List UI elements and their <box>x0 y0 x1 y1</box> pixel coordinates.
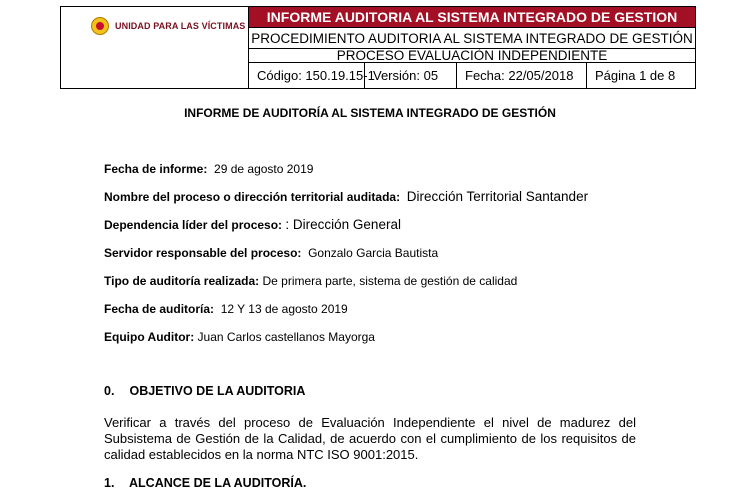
field-lead-dependency <box>104 217 401 232</box>
header-title: INFORME AUDITORIA AL SISTEMA INTEGRADO DE GESTION <box>249 7 695 28</box>
colombia-seal-icon <box>91 17 109 35</box>
section-number: 1. <box>104 476 115 490</box>
logo-cell <box>61 7 249 88</box>
field-audit-team <box>104 330 375 344</box>
field-responsible <box>104 246 438 260</box>
header-version: Versión: 05 <box>365 63 457 88</box>
field-label: Servidor responsable del proceso: <box>104 246 302 260</box>
document-title: INFORME DE AUDITORÍA AL SISTEMA INTEGRADO DE GESTIÓN <box>184 106 556 120</box>
field-label: Nombre del proceso o dirección territorial auditada: <box>104 190 401 204</box>
unidad-victimas-logo <box>91 17 245 35</box>
document-header-table <box>60 6 696 89</box>
field-value: 12 Y 13 de agosto 2019 <box>220 302 348 316</box>
field-label: Tipo de auditoría realizada: <box>104 274 260 288</box>
header-process: PROCESO EVALUACIÒN INDEPENDIENTE <box>249 49 695 63</box>
field-audit-type <box>104 274 517 288</box>
field-value: Dirección Territorial Santander <box>406 189 589 204</box>
section-objective-heading <box>104 384 305 398</box>
field-label: Fecha de informe: <box>104 162 208 176</box>
field-label: Equipo Auditor: <box>104 330 195 344</box>
header-code: Código: 150.19.15-1 <box>249 63 365 88</box>
header-date: Fecha: 22/05/2018 <box>457 63 587 88</box>
header-procedure: PROCEDIMIENTO AUDITORIA AL SISTEMA INTEGRADO DE GESTIÓN <box>249 28 695 49</box>
field-report-date <box>104 162 313 176</box>
field-value: : Dirección General <box>285 217 401 232</box>
logo-text: UNIDAD PARA LAS VÍCTIMAS <box>115 21 246 31</box>
field-audit-date <box>104 302 348 316</box>
objective-paragraph: Verificar a través del proceso de Evaluación Independiente el nivel de madurez del Subsistema de Gestión de la Calidad, de acuerdo con el cumplimiento de los requisitos de calidad establecidos en la norma NTC ISO 9001:2015. <box>104 415 636 462</box>
section-number: 0. <box>104 384 115 398</box>
field-value: Gonzalo Garcia Bautista <box>308 246 439 260</box>
field-value: 29 de agosto 2019 <box>214 162 314 176</box>
field-label: Dependencia líder del proceso: <box>104 218 283 232</box>
field-label: Fecha de auditoría: <box>104 302 215 316</box>
section-scope-heading <box>104 476 306 490</box>
section-title: ALCANCE DE LA AUDITORÍA. <box>129 476 307 490</box>
header-meta-row <box>249 63 695 88</box>
field-value: De primera parte, sistema de gestión de calidad <box>262 274 518 288</box>
section-title: OBJETIVO DE LA AUDITORIA <box>129 384 306 398</box>
header-info-cell <box>249 7 695 88</box>
header-page: Página 1 de 8 <box>595 68 676 83</box>
field-process-name <box>104 189 588 204</box>
field-value: Juan Carlos castellanos Mayorga <box>197 330 375 344</box>
